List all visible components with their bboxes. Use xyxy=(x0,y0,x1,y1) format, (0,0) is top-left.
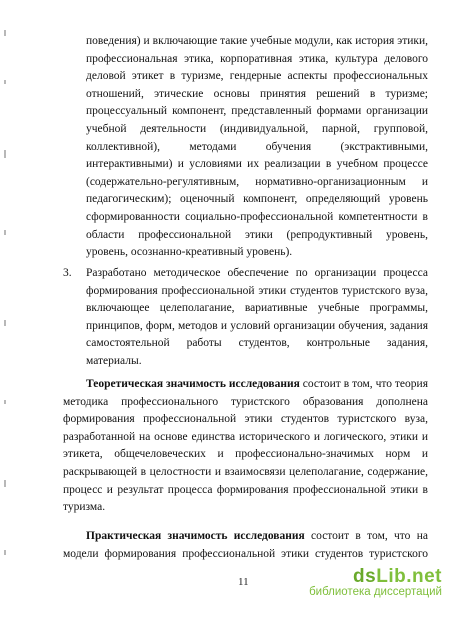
page-number: 11 xyxy=(238,576,249,588)
practical-significance-paragraph xyxy=(63,528,428,563)
text-line: формирования профессиональной этики студентов туристского вуза, xyxy=(63,413,428,426)
text-line: уровень, осознанно-креативный уровень). xyxy=(86,246,293,259)
scan-margin-marks xyxy=(4,20,10,580)
text-line: поведения) и включающие такие учебные модули, как история этики, xyxy=(86,35,428,47)
text-line: включающее целеполагание, вариативные учебные программы, xyxy=(86,302,428,315)
text-line: раскрывающей в целостности и взаимосвязи целеполагание, содержание, xyxy=(63,465,428,478)
continuation-paragraph xyxy=(86,33,428,262)
list-item-text xyxy=(86,265,428,371)
scan-mark xyxy=(4,320,6,326)
text-line: процессуальный компонент, представленный формами организации xyxy=(86,105,428,118)
scan-mark xyxy=(4,80,6,84)
text-line xyxy=(63,528,428,546)
text-line: разработанной на основе единства исторического и логического, этики и xyxy=(63,430,428,443)
scan-mark xyxy=(4,30,6,36)
text-line: процесс и результат процесса формирования профессиональной этики в xyxy=(63,483,428,496)
text-line: отношений, этические основы принятия решений в туризме; xyxy=(86,87,428,100)
scan-mark xyxy=(4,150,6,158)
text-line: сформированности социально-профессиональной компетентности в xyxy=(86,210,428,223)
text-fragment: состоит в том, что на xyxy=(311,530,428,542)
dslib-watermark xyxy=(309,566,442,598)
text-line: педагогическим); оценочный компонент, определяющий уровень xyxy=(86,193,428,206)
text-line: интерактивными) и условиями их реализации в учебном процессе xyxy=(86,158,428,171)
text-line: (содержательно-регулятивным, нормативно-организационным и xyxy=(86,175,428,188)
text-line: профессиональная этика, корпоративная этика, культура делового xyxy=(86,52,428,65)
text-fragment: состоит в том, что теория xyxy=(302,378,428,390)
theoretical-significance-paragraph xyxy=(63,376,428,517)
scan-mark xyxy=(4,400,6,404)
scan-mark xyxy=(4,550,6,555)
text-line: модели формирования профессиональной этики студентов туристского xyxy=(63,547,428,560)
bold-heading: Практическая значимость исследования xyxy=(86,530,305,542)
text-line: формирования профессиональной этики студентов туристского вуза, xyxy=(86,284,428,297)
scan-mark xyxy=(4,230,6,235)
text-line: учебной деятельности (индивидуальной, парной, групповой, xyxy=(86,122,428,135)
text-line: материалы. xyxy=(86,354,142,367)
text-line: коллективной), методами обучения (экстрактивными, xyxy=(86,140,428,153)
logo-prefix: ds xyxy=(353,566,377,587)
watermark-logo xyxy=(309,566,442,588)
text-line: методика профессионального туристского образования дополнена xyxy=(63,395,428,408)
text-line: Разработано методическое обеспечение по организации процесса xyxy=(86,267,428,279)
watermark-subtitle: библиотека диссертаций xyxy=(309,586,442,598)
logo-main: Lib.net xyxy=(376,566,442,587)
text-line: туризма. xyxy=(63,501,106,514)
text-line: деловой этикет в туризме, гендерные аспекты профессиональных xyxy=(86,70,428,83)
text-line: области профессиональной этики (репродуктивный уровень, xyxy=(86,228,428,241)
text-line: этикета, общечеловеческих и профессионально-значимых норм и xyxy=(63,448,428,461)
text-line: самостоятельной работы студентов, контрольные задания, xyxy=(86,337,428,350)
bold-heading: Теоретическая значимость исследования xyxy=(86,378,300,390)
text-line xyxy=(63,376,428,394)
scan-mark xyxy=(4,480,6,487)
list-number: 3. xyxy=(63,267,72,279)
text-line: принципов, форм, методов и условий организации обучения, задания xyxy=(86,319,428,332)
